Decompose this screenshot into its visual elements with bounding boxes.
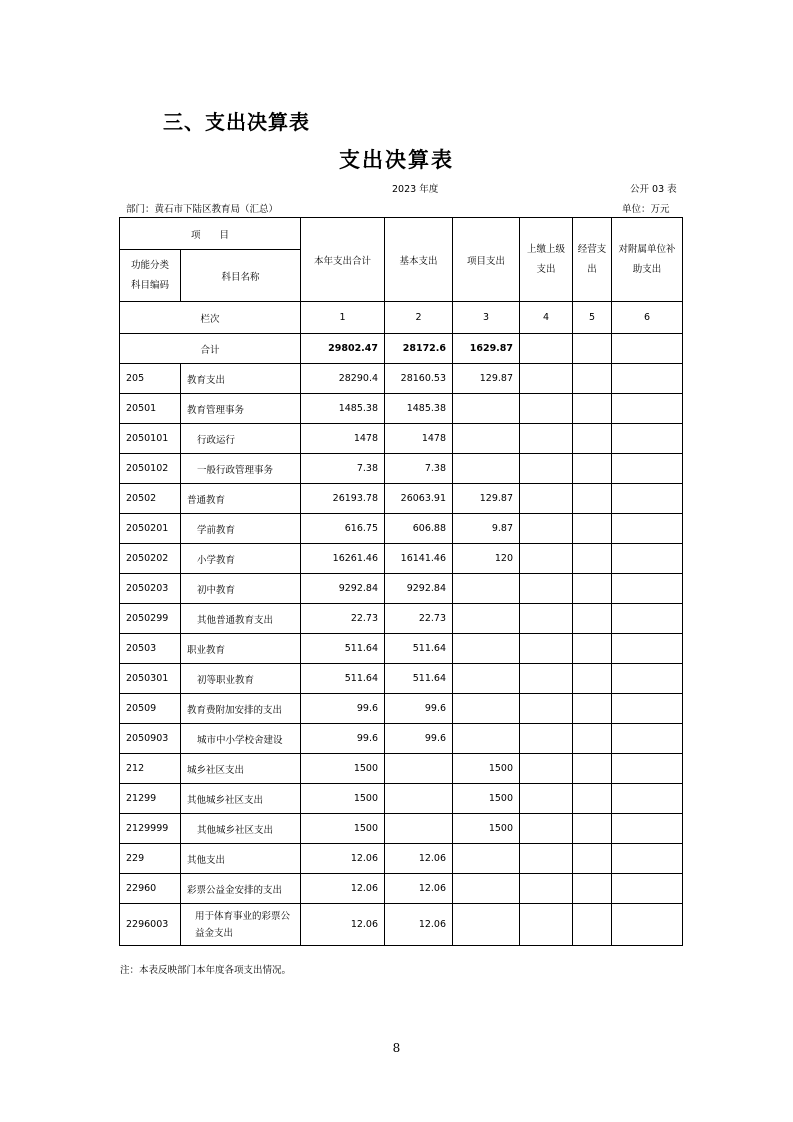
row-basic: 12.06	[385, 844, 453, 874]
row-business	[573, 784, 612, 814]
row-subsidy	[612, 364, 683, 394]
row-basic: 7.38	[385, 454, 453, 484]
row-basic: 16141.46	[385, 544, 453, 574]
row-basic: 1485.38	[385, 394, 453, 424]
row-business	[573, 544, 612, 574]
header-project: 项目支出	[453, 218, 520, 302]
header-func-code: 功能分类科目编码	[120, 250, 181, 302]
table-row	[120, 814, 683, 844]
table-row	[120, 724, 683, 754]
row-subsidy	[612, 604, 683, 634]
page-number: 8	[392, 1041, 401, 1055]
row-total: 99.6	[301, 694, 385, 724]
row-basic: 22.73	[385, 604, 453, 634]
row-total: 616.75	[301, 514, 385, 544]
row-project: 129.87	[453, 364, 520, 394]
row-code: 2050903	[120, 724, 181, 754]
row-name: 普通教育	[181, 484, 301, 514]
row-code: 20503	[120, 634, 181, 664]
row-name: 行政运行	[181, 424, 301, 454]
row-code: 20509	[120, 694, 181, 724]
table-note: 注：本表反映部门本年度各项支出情况。	[120, 965, 292, 976]
header-upper-turnover: 上缴上级支出	[520, 218, 573, 302]
row-total: 12.06	[301, 874, 385, 904]
row-business	[573, 514, 612, 544]
row-name: 学前教育	[181, 514, 301, 544]
row-name: 其他城乡社区支出	[181, 784, 301, 814]
form-code: 公开 03 表	[630, 184, 677, 195]
row-project	[453, 874, 520, 904]
row-upper	[520, 904, 573, 946]
row-upper	[520, 424, 573, 454]
row-upper	[520, 364, 573, 394]
table-row	[120, 904, 683, 946]
total-row-basic: 28172.6	[385, 334, 453, 364]
row-upper	[520, 604, 573, 634]
header-item: 项 目	[120, 218, 301, 250]
row-total: 1500	[301, 814, 385, 844]
row-basic: 12.06	[385, 874, 453, 904]
header-total: 本年支出合计	[301, 218, 385, 302]
row-project	[453, 904, 520, 946]
row-subsidy	[612, 484, 683, 514]
row-subsidy	[612, 844, 683, 874]
row-subsidy	[612, 904, 683, 946]
header-basic: 基本支出	[385, 218, 453, 302]
row-subsidy	[612, 694, 683, 724]
row-project	[453, 844, 520, 874]
row-business	[573, 694, 612, 724]
row-upper	[520, 784, 573, 814]
row-total: 12.06	[301, 844, 385, 874]
row-name: 一般行政管理事务	[181, 454, 301, 484]
row-upper	[520, 664, 573, 694]
row-basic: 28160.53	[385, 364, 453, 394]
report-year: 2023 年度	[392, 184, 439, 195]
row-business	[573, 874, 612, 904]
row-project	[453, 424, 520, 454]
row-code: 20501	[120, 394, 181, 424]
row-name: 初等职业教育	[181, 664, 301, 694]
row-subsidy	[612, 634, 683, 664]
row-project: 1500	[453, 784, 520, 814]
header-business: 经营支出	[573, 218, 612, 302]
row-code: 2129999	[120, 814, 181, 844]
row-basic: 511.64	[385, 664, 453, 694]
row-name: 城市中小学校舍建设	[181, 724, 301, 754]
row-upper	[520, 394, 573, 424]
row-subsidy	[612, 574, 683, 604]
total-row-project: 1629.87	[453, 334, 520, 364]
col-num: 3	[453, 302, 520, 334]
header-subsidy: 对附属单位补助支出	[612, 218, 683, 302]
row-basic: 511.64	[385, 634, 453, 664]
row-code: 22960	[120, 874, 181, 904]
row-total: 1500	[301, 754, 385, 784]
row-upper	[520, 634, 573, 664]
row-upper	[520, 754, 573, 784]
row-business	[573, 634, 612, 664]
row-subsidy	[612, 544, 683, 574]
row-total: 1485.38	[301, 394, 385, 424]
header-subject-name: 科目名称	[181, 250, 301, 302]
table-row	[120, 574, 683, 604]
row-subsidy	[612, 664, 683, 694]
row-project	[453, 634, 520, 664]
table-row	[120, 544, 683, 574]
row-subsidy	[612, 394, 683, 424]
row-basic: 606.88	[385, 514, 453, 544]
total-row-total: 29802.47	[301, 334, 385, 364]
row-code: 2050101	[120, 424, 181, 454]
row-total: 511.64	[301, 634, 385, 664]
row-project	[453, 454, 520, 484]
row-name: 小学教育	[181, 544, 301, 574]
row-code: 2050301	[120, 664, 181, 694]
table-row	[120, 454, 683, 484]
row-project: 120	[453, 544, 520, 574]
row-project: 1500	[453, 754, 520, 784]
total-row-business	[573, 334, 612, 364]
row-total: 16261.46	[301, 544, 385, 574]
table-row	[120, 394, 683, 424]
row-basic: 9292.84	[385, 574, 453, 604]
row-project	[453, 394, 520, 424]
row-total: 26193.78	[301, 484, 385, 514]
row-project	[453, 604, 520, 634]
row-business	[573, 394, 612, 424]
row-name: 职业教育	[181, 634, 301, 664]
total-row-label: 合计	[120, 334, 301, 364]
row-project	[453, 664, 520, 694]
section-heading: 三、支出决算表	[163, 110, 310, 134]
row-basic: 99.6	[385, 694, 453, 724]
row-project: 129.87	[453, 484, 520, 514]
table-row	[120, 364, 683, 394]
row-project: 9.87	[453, 514, 520, 544]
row-code: 205	[120, 364, 181, 394]
row-total: 9292.84	[301, 574, 385, 604]
row-upper	[520, 574, 573, 604]
row-basic	[385, 814, 453, 844]
row-subsidy	[612, 514, 683, 544]
row-basic	[385, 754, 453, 784]
row-total: 1478	[301, 424, 385, 454]
row-business	[573, 364, 612, 394]
row-business	[573, 904, 612, 946]
row-business	[573, 844, 612, 874]
row-name: 其他城乡社区支出	[181, 814, 301, 844]
row-name: 城乡社区支出	[181, 754, 301, 784]
col-num: 6	[612, 302, 683, 334]
row-upper	[520, 454, 573, 484]
row-business	[573, 574, 612, 604]
col-num: 5	[573, 302, 612, 334]
column-label: 栏次	[120, 302, 301, 334]
table-row	[120, 424, 683, 454]
row-name: 其他普通教育支出	[181, 604, 301, 634]
row-business	[573, 754, 612, 784]
row-code: 20502	[120, 484, 181, 514]
row-total: 12.06	[301, 904, 385, 946]
row-business	[573, 724, 612, 754]
col-num: 4	[520, 302, 573, 334]
row-business	[573, 814, 612, 844]
total-row-subsidy	[612, 334, 683, 364]
row-project: 1500	[453, 814, 520, 844]
row-project	[453, 724, 520, 754]
row-total: 99.6	[301, 724, 385, 754]
page-title: 支出决算表	[339, 148, 454, 172]
table-row	[120, 604, 683, 634]
row-name: 教育费附加安排的支出	[181, 694, 301, 724]
row-upper	[520, 694, 573, 724]
row-name: 教育支出	[181, 364, 301, 394]
row-code: 2296003	[120, 904, 181, 946]
row-upper	[520, 724, 573, 754]
row-name: 彩票公益金安排的支出	[181, 874, 301, 904]
row-code: 2050202	[120, 544, 181, 574]
row-subsidy	[612, 784, 683, 814]
table-row	[120, 844, 683, 874]
row-total: 7.38	[301, 454, 385, 484]
table-row	[120, 664, 683, 694]
unit-label: 单位：万元	[622, 204, 670, 215]
row-business	[573, 664, 612, 694]
row-project	[453, 694, 520, 724]
row-subsidy	[612, 424, 683, 454]
total-row-upper	[520, 334, 573, 364]
row-subsidy	[612, 754, 683, 784]
row-basic	[385, 784, 453, 814]
department-label: 部门：黄石市下陆区教育局（汇总）	[126, 204, 279, 215]
col-num: 1	[301, 302, 385, 334]
row-code: 2050203	[120, 574, 181, 604]
row-project	[453, 574, 520, 604]
table-row	[120, 514, 683, 544]
expenditure-table	[119, 217, 683, 946]
table-row	[120, 754, 683, 784]
row-subsidy	[612, 874, 683, 904]
row-total: 28290.4	[301, 364, 385, 394]
row-business	[573, 604, 612, 634]
row-name: 初中教育	[181, 574, 301, 604]
table-row	[120, 784, 683, 814]
table-row	[120, 634, 683, 664]
row-upper	[520, 844, 573, 874]
row-code: 21299	[120, 784, 181, 814]
row-total: 511.64	[301, 664, 385, 694]
table-row	[120, 874, 683, 904]
row-basic: 26063.91	[385, 484, 453, 514]
row-upper	[520, 484, 573, 514]
row-total: 22.73	[301, 604, 385, 634]
table-body	[120, 364, 683, 946]
row-basic: 99.6	[385, 724, 453, 754]
row-basic: 12.06	[385, 904, 453, 946]
row-total: 1500	[301, 784, 385, 814]
row-code: 212	[120, 754, 181, 784]
row-upper	[520, 514, 573, 544]
row-subsidy	[612, 724, 683, 754]
table-row	[120, 694, 683, 724]
row-upper	[520, 814, 573, 844]
row-code: 2050201	[120, 514, 181, 544]
row-basic: 1478	[385, 424, 453, 454]
row-upper	[520, 874, 573, 904]
col-num: 2	[385, 302, 453, 334]
row-subsidy	[612, 814, 683, 844]
row-code: 229	[120, 844, 181, 874]
row-upper	[520, 544, 573, 574]
row-name: 教育管理事务	[181, 394, 301, 424]
table-row	[120, 484, 683, 514]
row-name: 其他支出	[181, 844, 301, 874]
row-business	[573, 454, 612, 484]
row-subsidy	[612, 454, 683, 484]
row-business	[573, 484, 612, 514]
row-code: 2050299	[120, 604, 181, 634]
row-code: 2050102	[120, 454, 181, 484]
row-business	[573, 424, 612, 454]
row-name: 用于体育事业的彩票公益金支出	[181, 904, 301, 946]
